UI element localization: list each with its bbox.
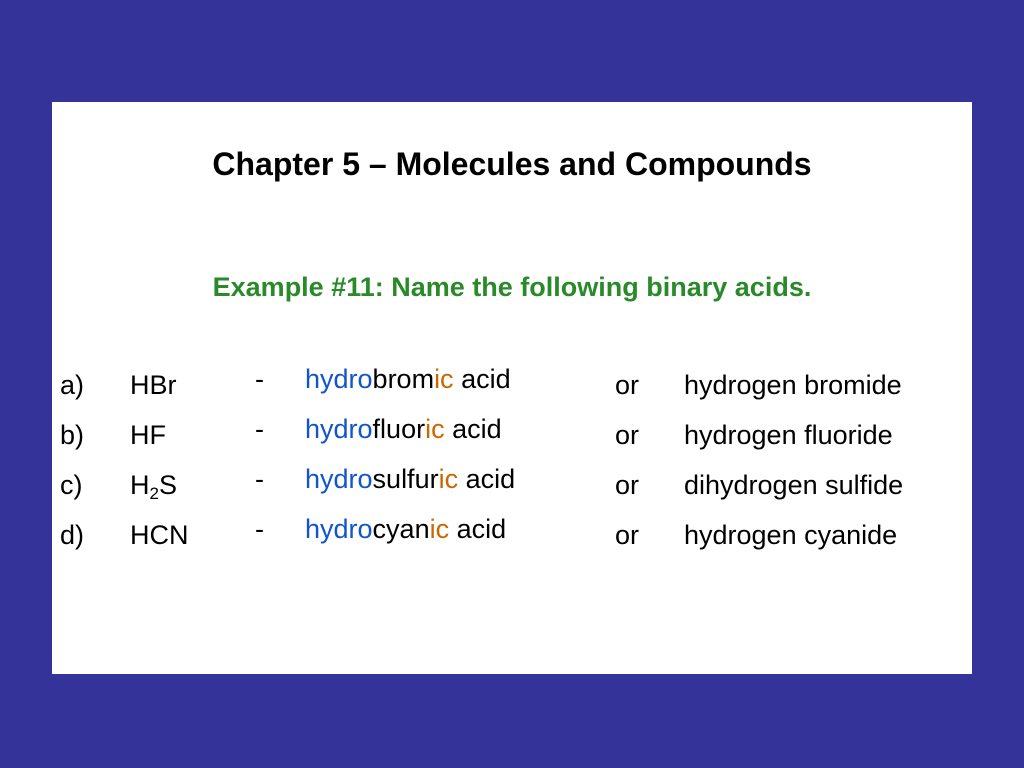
acid-name [305,464,515,495]
common-name: hydrogen fluoride [684,420,893,450]
or-label: or [615,420,640,450]
acid-prefix: hydro [305,364,373,394]
slide-title: Chapter 5 – Molecules and Compounds [212,146,812,182]
formula: HBr [130,370,177,400]
acid-word: acid [444,414,502,444]
acid-suffix: ic [429,514,450,544]
item-letter: d) [60,520,85,550]
or-label: or [615,470,640,500]
acid-root: sulfur [372,464,439,494]
acid-prefix: hydro [305,414,373,444]
acid-row-c [52,464,972,516]
acid-word: acid [453,364,511,394]
slide [52,102,972,674]
or-label: or [615,520,640,550]
formula-end: S [158,470,177,500]
acid-root: brom [372,364,435,394]
acid-root: cyan [372,514,430,544]
acid-suffix: ic [434,364,454,394]
dash: - [255,514,264,544]
formula-subscript: 2 [149,484,159,503]
acid-word: acid [449,514,507,544]
acid-root: fluor [372,414,426,444]
dash: - [255,364,264,394]
dash: - [255,414,264,444]
common-name: hydrogen bromide [684,370,902,400]
acid-name [305,364,511,395]
acid-prefix: hydro [305,464,373,494]
formula: HF [130,420,166,450]
acid-row-b [52,414,972,466]
acid-row-d [52,514,972,566]
formula [130,470,177,501]
item-letter: c) [60,470,83,500]
dash: - [255,464,264,494]
item-letter: b) [60,420,85,450]
or-label: or [615,370,640,400]
acid-name [305,514,506,545]
example-heading: Example #11: Name the following binary acids. [212,272,812,302]
acid-suffix: ic [438,464,459,494]
formula-main: H [130,470,150,500]
formula: HCN [130,520,189,550]
acid-word: acid [458,464,516,494]
acid-prefix: hydro [305,514,373,544]
acid-row-a [52,364,972,416]
common-name: hydrogen cyanide [684,520,898,550]
acid-name [305,414,502,445]
item-letter: a) [60,370,85,400]
acid-suffix: ic [425,414,445,444]
common-name: dihydrogen sulfide [684,470,904,500]
